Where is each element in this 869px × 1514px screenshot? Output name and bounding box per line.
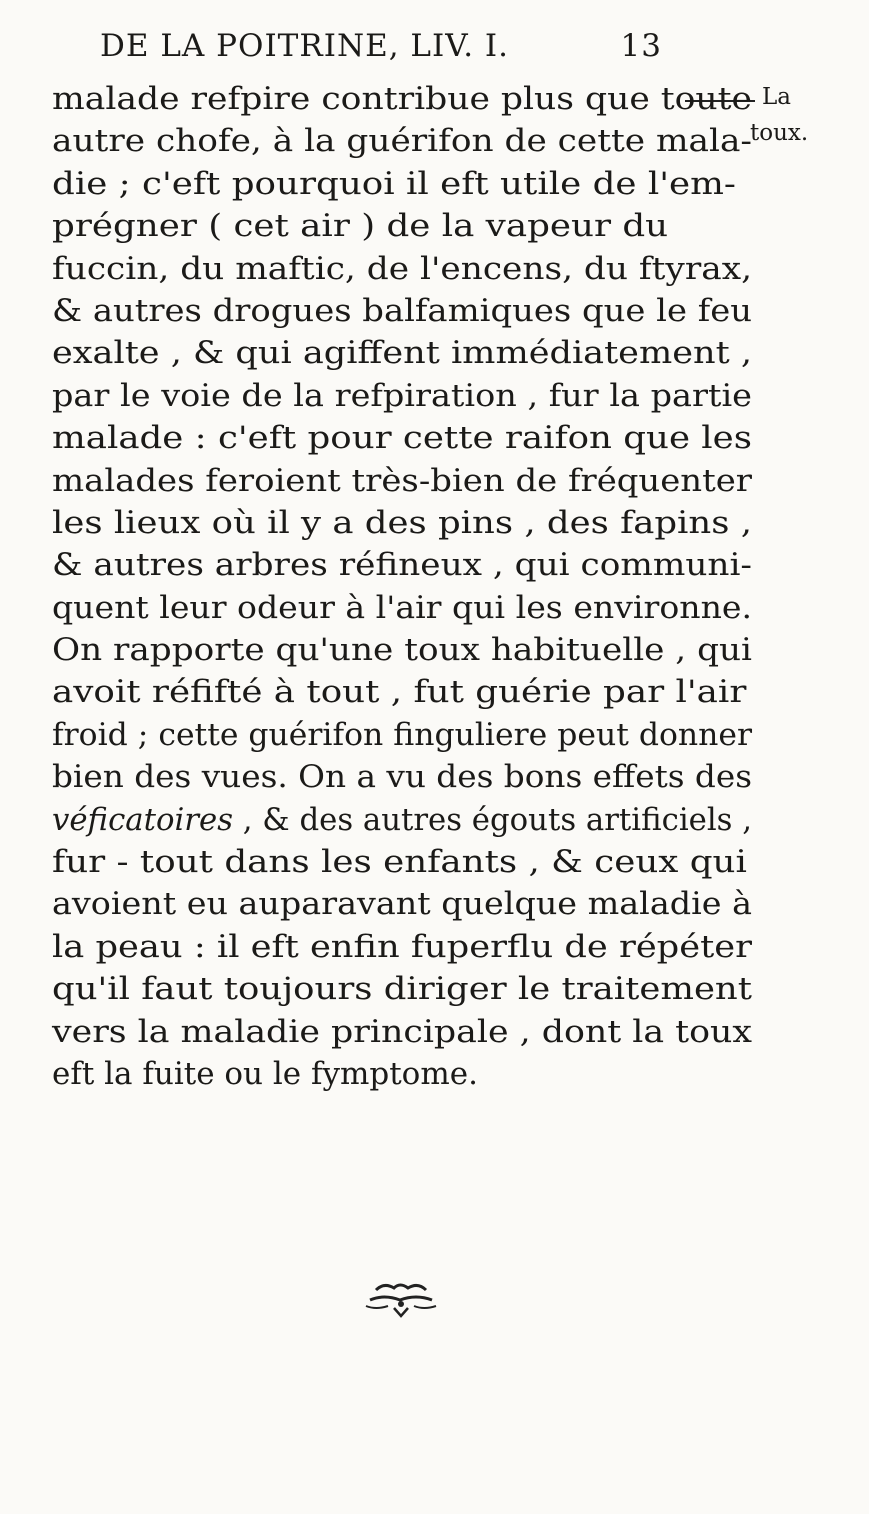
text-line: exalte , & qui agiffent immédiatement ,	[52, 335, 752, 372]
text-line: avoient eu auparavant quelque maladie à	[52, 886, 752, 923]
text-line: bien des vues. On a vu des bons effets des	[52, 759, 753, 796]
margin-note-line1: La	[762, 84, 791, 110]
text-line: fur - tout dans les enfants , & ceux qui	[52, 844, 747, 881]
tailpiece-ornament-icon	[356, 1278, 446, 1318]
text-line: malade : c'eft pour cette raifon que les	[52, 420, 752, 457]
text-line: les lieux où il y a des pins , des fapins ,	[52, 504, 752, 541]
text-line: malades feroient très-bien de fréquenter	[52, 462, 752, 499]
text-line: autre chofe, à la guérifon de cette mala-	[52, 123, 752, 160]
page-number: 13	[620, 28, 662, 64]
text-line-italic: véficatoires , & des autres égouts artificiels ,	[52, 801, 752, 838]
text-line: quent leur odeur à l'air qui les environne.	[52, 589, 752, 626]
text-line: die ; c'eft pourquoi il eft utile de l'em-	[52, 165, 736, 202]
text-line: & autres drogues balfamiques que le feu	[52, 292, 752, 329]
text-line: eft la fuite ou le fymptome.	[52, 1055, 478, 1092]
margin-note-line2: toux.	[750, 120, 809, 146]
text-line: prégner ( cet air ) de la vapeur du	[52, 208, 669, 245]
text-line: qu'il faut toujours diriger le traitement	[52, 971, 752, 1008]
running-head-title: DE LA POITRINE, LIV. I.	[100, 28, 510, 64]
running-head	[100, 28, 660, 68]
text-line: froid ; cette guérifon finguliere peut donner	[52, 716, 752, 753]
text-line: vers la maladie principale , dont la toux	[52, 1013, 752, 1050]
text-line: malade refpire contribue plus que toute	[52, 81, 752, 117]
text-line: par le voie de la refpiration , fur la partie	[52, 377, 752, 414]
text-line: & autres arbres réfineux , qui communi-	[52, 547, 752, 584]
text-line: On rapporte qu'une toux habituelle , qui	[52, 632, 752, 669]
text-line: fuccin, du maftic, de l'encens, du ftyrax,	[52, 250, 752, 287]
text-line: la peau : il eft enfin fuperflu de répéter	[52, 928, 752, 965]
text-line: avoit réfifté à tout , fut guérie par l'air	[52, 674, 747, 711]
body-text	[52, 78, 762, 1095]
